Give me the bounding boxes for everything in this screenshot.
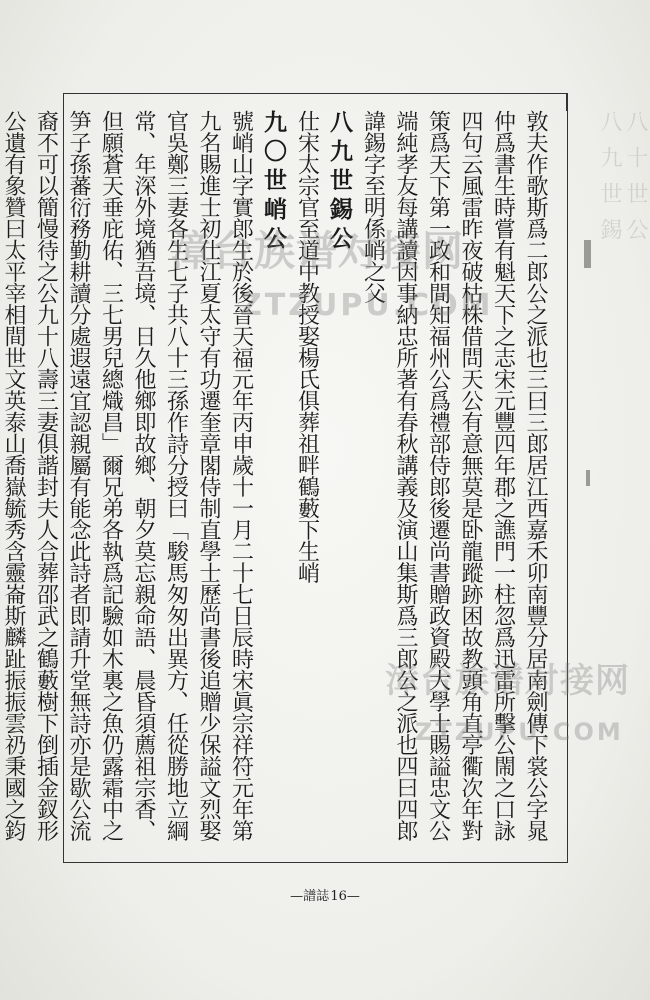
genealogy-text-block	[1, 110, 548, 841]
text-column-3: 四句云風雷昨夜破枯株借問天公有意無莫是卧龍蹤跡困故教頭角直亭衢次年對	[458, 110, 483, 841]
text-column-5: 端純孝友每講讀因事納忠所著有春秋講義及演山集斯爲三郎公之派也四曰四郎	[393, 110, 418, 841]
text-column-13: 笋子孫蕃衍務勤耕讀分處遐遠宜認親屬有能念此詩者即請升堂無詩亦是歇公流	[66, 110, 91, 841]
watermark-url-lower: ZTZUPU.COM	[415, 718, 624, 746]
watermark-title: 漳台族谱对接网	[170, 227, 464, 275]
footer-dash-left: —	[290, 889, 304, 904]
watermark-title-lower: 漳台族谱对接网	[385, 661, 630, 701]
text-column-1: 敦夫作歌斯爲二郎公之派也三曰三郎居江西嘉禾卯南豐分居南劍傳下裳公字晁	[523, 110, 548, 841]
watermark-url: ZTZUPU.COM	[240, 288, 494, 323]
footer-dash-right: —	[346, 889, 360, 904]
generation-heading-89: 八九世錫公	[326, 110, 353, 255]
frame-corner-mark	[566, 93, 568, 111]
text-column-2: 仲爲書生時嘗有魁天下之志宋元豐四年郡之譙門一柱忽爲迅雷所擊公閙之口詠	[490, 110, 516, 841]
text-column-10: 官吳鄭三妻各生七子共八十三孫作詩分授曰「駿馬匆匆出異方、任從勝地立綱	[163, 110, 189, 841]
text-column-14: 裔不可以簡慢待之公九十八壽三妻俱諧封夫人合葬邵武之鶴藪樹下倒插金釵形	[33, 110, 59, 841]
text-column-4: 策爲天下第一政和間知福州公爲禮部侍郎後遷尚書贈政資殿大學士賜謚忠文公	[425, 110, 451, 841]
bleed-through-margin: 八九世錫 八十世公	[580, 110, 650, 870]
footer-page-number: 16	[330, 889, 347, 904]
text-column-9: 九名賜進士初仕江夏太守有功遷奎章閣侍制直學士歷尚書後追贈少保謚文烈娶	[196, 110, 221, 841]
text-column-6: 諱錫字至明係峭之父	[360, 110, 386, 304]
footer-page-label: 譜誌	[303, 889, 330, 904]
text-column-11: 常、年深外境猶吾境、日久他鄉即故鄉、朝夕莫忘親命語、晨昏須薦祖宗香、	[131, 110, 156, 841]
text-column-7: 仕宋太宗官至道中教授娶楊氏俱葬祖畔鶴藪下生峭	[294, 110, 320, 583]
page-footer	[0, 885, 650, 904]
text-column-15: 公遺有象贊曰太平宰相間世文英泰山喬嶽毓秀含靈崙斯麟趾振振雲礽秉國之鈞	[1, 110, 26, 841]
text-column-12: 但願蒼天垂庇佑、三七男兒總熾昌」爾兄弟各執爲記驗如木裏之魚仍露霜中之	[98, 110, 124, 841]
generation-heading-90: 九〇世峭公	[260, 110, 287, 255]
text-column-8: 號峭山字實郎生於後晉天福元年丙申歲十一月二十七日辰時宋眞宗祥符元年第	[228, 110, 254, 841]
